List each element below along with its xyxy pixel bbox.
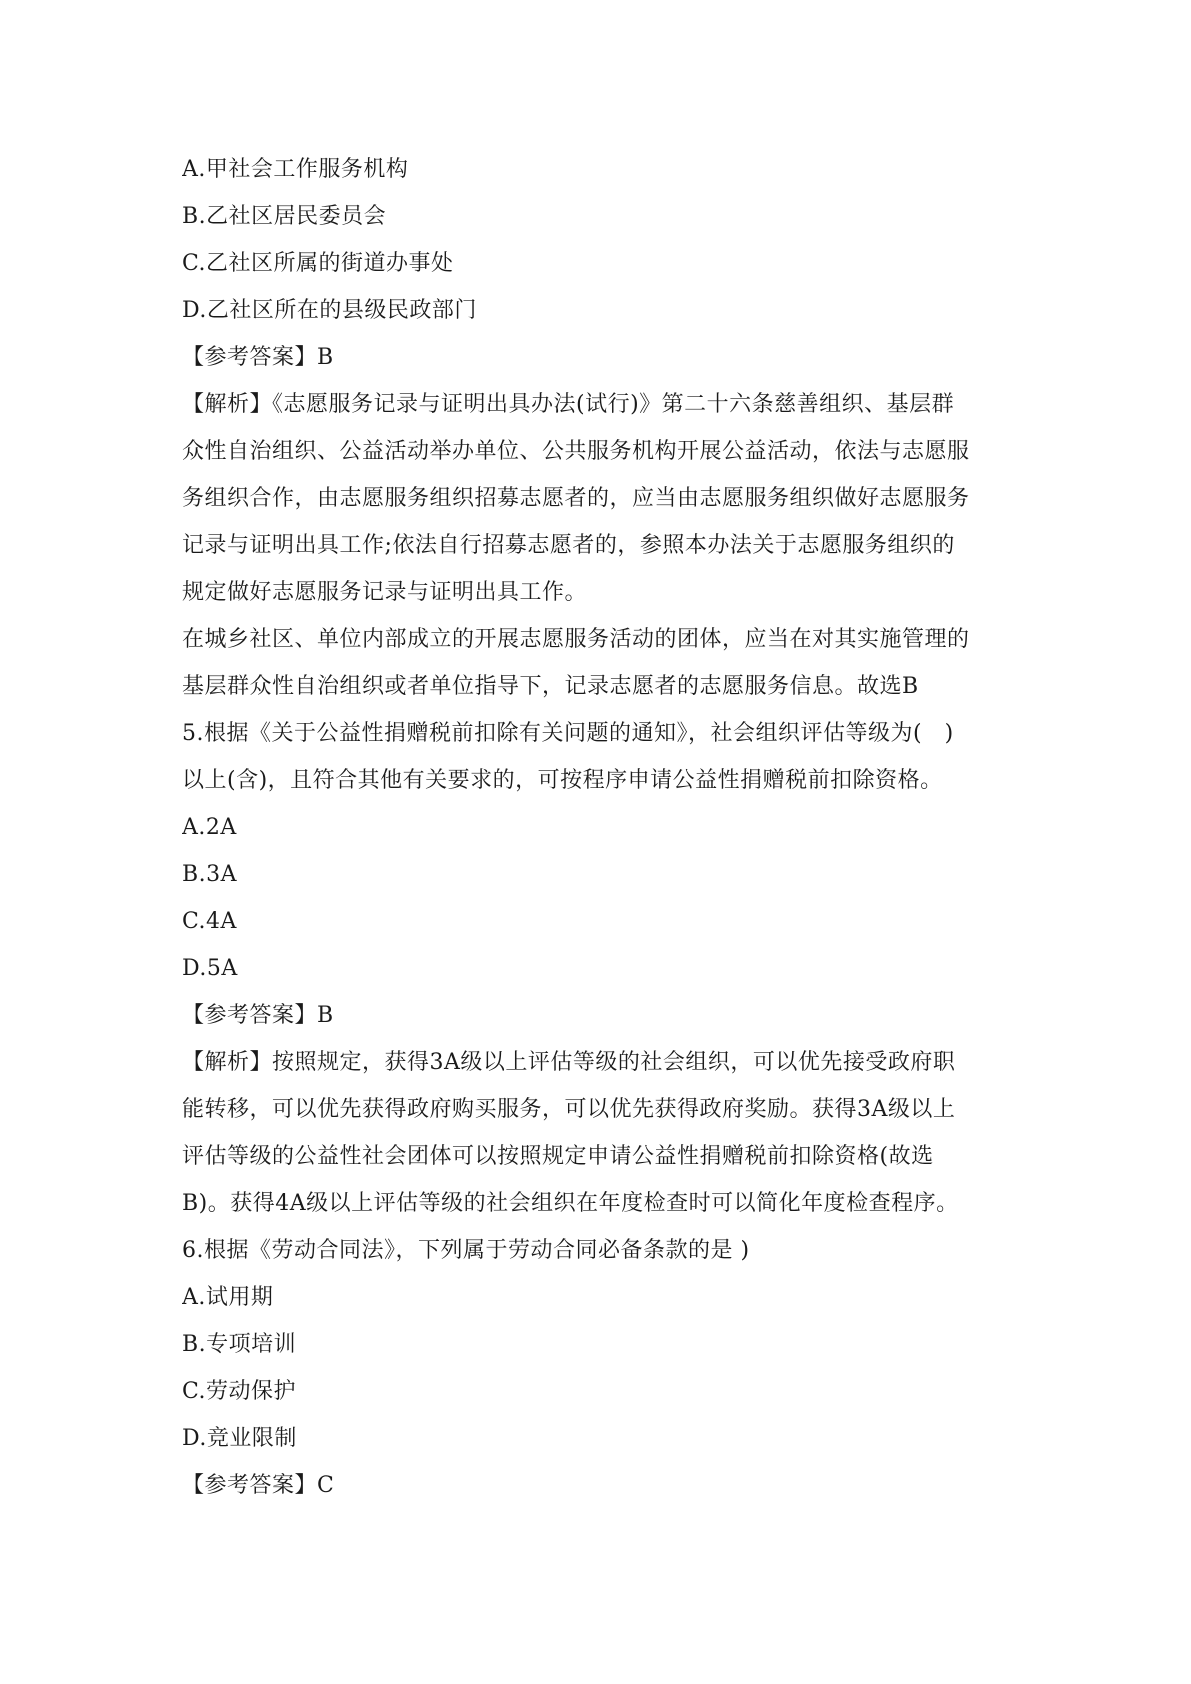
q5-analysis-line: B)。获得4A级以上评估等级的社会组织在年度检查时可以简化年度检查程序。 [182,1191,959,1216]
q4-option-b: B.乙社区居民委员会 [182,204,387,229]
q4-option-a: A.甲社会工作服务机构 [182,157,409,182]
q5-analysis [182,1039,1022,1227]
q6-option-c: C.劳动保护 [182,1379,297,1404]
q5-option-d: D.5A [182,956,238,981]
q5-answer: 【参考答案】B [182,1003,334,1028]
q5-option-c: C.4A [182,909,237,934]
q6-option-d: D.竞业限制 [182,1426,297,1451]
document-page [182,146,1022,1509]
q5-stem-line: 5.根据《关于公益性捐赠税前扣除有关问题的通知》，社会组织评估等级为( ) [182,721,954,746]
q5-analysis-line: 评估等级的公益性社会团体可以按照规定申请公益性捐赠税前扣除资格(故选 [182,1144,934,1169]
q5-stem [182,710,1022,804]
q6-stem: 6.根据《劳动合同法》，下列属于劳动合同必备条款的是 ) [182,1238,750,1263]
q5-option-a: A.2A [182,815,237,840]
q4-analysis-line: 基层群众性自治组织或者单位指导下，记录志愿者的志愿服务信息。故选B [182,674,919,699]
q6-answer: 【参考答案】C [182,1473,335,1498]
q6-option-b: B.专项培训 [182,1332,297,1357]
q4-option-c: C.乙社区所属的街道办事处 [182,251,454,276]
q6-option-a: A.试用期 [182,1285,274,1310]
q5-analysis-line: 能转移，可以优先获得政府购买服务，可以优先获得政府奖励。获得3A级以上 [182,1097,956,1122]
q4-option-d: D.乙社区所在的县级民政部门 [182,298,477,323]
q4-answer: 【参考答案】B [182,345,334,370]
q4-analysis-line: 规定做好志愿服务记录与证明出具工作。 [182,580,588,605]
q4-analysis-line: 记录与证明出具工作;依法自行招募志愿者的，参照本办法关于志愿服务组织的 [182,533,955,558]
q5-option-b: B.3A [182,862,238,887]
q5-analysis-line: 【解析】按照规定，获得3A级以上评估等级的社会组织，可以优先接受政府职 [182,1050,956,1075]
q4-analysis-line: 众性自治组织、公益活动举办单位、公共服务机构开展公益活动，依法与志愿服 [182,439,970,464]
q4-analysis-line: 务组织合作，由志愿服务组织招募志愿者的，应当由志愿服务组织做好志愿服务 [182,486,970,511]
q4-analysis-line: 在城乡社区、单位内部成立的开展志愿服务活动的团体，应当在对其实施管理的 [182,627,970,652]
q5-stem-line: 以上(含)，且符合其他有关要求的，可按程序申请公益性捐赠税前扣除资格。 [182,768,943,793]
q4-analysis-line: 【解析】《志愿服务记录与证明出具办法(试行)》第二十六条慈善组织、基层群 [182,392,955,417]
q4-analysis [182,381,1022,710]
